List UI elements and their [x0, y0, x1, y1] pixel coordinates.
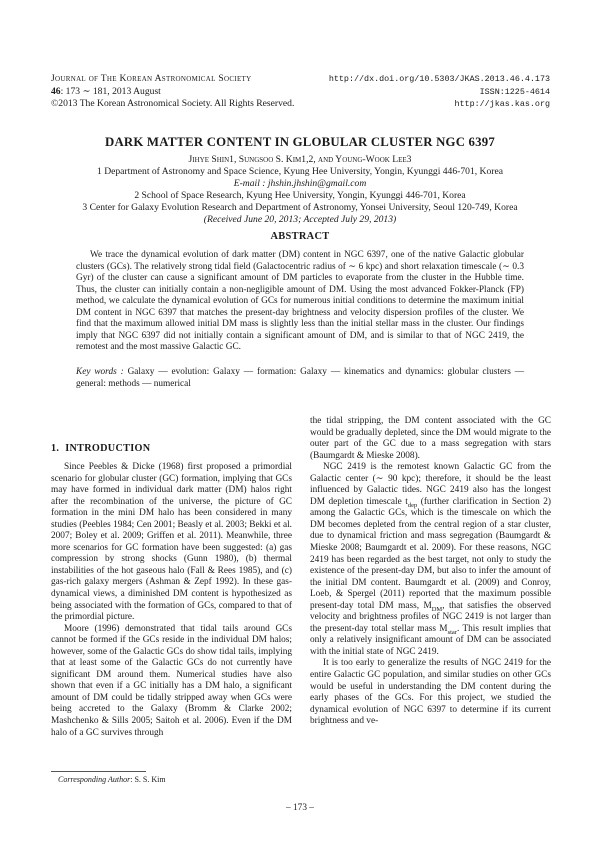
left-column: [51, 462, 292, 739]
email-label: E-mail :: [233, 178, 266, 190]
keywords-text: Galaxy — evolution: Galaxy — formation: Galaxy — kinematics and dynamics: globular clusters — general: methods — numerical: [76, 367, 524, 389]
m-star-subscript: star: [447, 628, 457, 636]
email-line: [40, 178, 560, 190]
intro-paragraph-4: NGC 2419 is the remotest known Galactic GC from the Galactic center (∼ 90 kpc); therefore, it should be the least influenced by Galactic tides. NGC 2419 also has the longest DM depletion timescale $t_{dep}$ (further clarification in Section 2) among the Galactic GCs, which is the timescale on which the DM becomes depleted from the central region of a star cluster, due to dynamical friction and mass segregation (Baumgardt & Mieske 2008; Baumgardt et al. 2009). For these reasons, NGC 2419 has been regarded as the best target, not only to study the existence of the present-day DM, but also to infer the amount of the initial DM content. Baumgardt et al. (2009) and Conroy, Loeb, & Spergel (2011) reported that the maximum possible present-day total DM mass, $M_{DM}$, that satisfies the observed velocity and brightness profiles of NGC 2419 is not larger than the present-day total stellar mass $M_{star}$. This result implies that only a relatively insignificant amount of DM can be associated with the initial state of NGC 2419.: [310, 462, 551, 657]
pages-date: : 173 ∼ 181, 2013 August: [60, 85, 161, 97]
doi-link[interactable]: http://dx.doi.org/10.5303/JKAS.2013.46.4.173: [328, 74, 550, 84]
section-heading: [51, 443, 150, 454]
intro-paragraph-3: the tidal stripping, the DM content associated with the GC would be gradually depleted, since the DM would migrate to the outer part of the GC due to a mass segregation with stars (Baumgardt & Mieske 2008).: [310, 416, 551, 461]
intro-paragraph-5: It is too early to generalize the results of NGC 2419 for the entire Galactic GC population, and similar studies on other GCs would be useful in understanding the DM content during the early phases of the GCs. For this project, we studied the dynamical evolution of NGC 6397 to determine if its current brightness and ve-: [310, 658, 551, 727]
affiliation-1: 1 Department of Astronomy and Space Science, Kyung Hee University, Yongin, Kyunggi 446-701, Korea: [97, 166, 503, 178]
volume-number: 46: [51, 85, 61, 97]
author-names: Jihye Shin1, Sungsoo S. Kim1,2, and Young-Wook Lee3: [188, 154, 412, 165]
issn: ISSN:1225-4614: [479, 86, 550, 97]
journal-url[interactable]: http://jkas.kas.org: [454, 99, 550, 109]
intro-paragraph-1: Since Peebles & Dicke (1968) first proposed a primordial scenario for globular cluster (GC) formation, implying that GCs may have formed in individual dark matter (DM) halos right after the recombination of the universe, the picture of GC formation in the mini DM halo has been considered in many studies (Peebles 1984; Cen 2001; Beasly et al. 2003; Bekki et al. 2007; Boley et al. 2009; Griffen et al. 2011). Meanwhile, three more scenarios for GC formation have been suggested: (a) gas compression by strong shocks (Gunn 1980), (b) thermal instabilities of the hot gaseous halo (Fall & Rees 1985), and (c) gas-rich galaxy mergers (Ashman & Zepf 1992). In these gas-dynamical views, a diminished DM content is hypothesized as being associated with the formation of GCs, compared to that of the primordial picture.: [51, 462, 292, 623]
footnote-label: Corresponding Author: [58, 775, 131, 784]
copyright: ©2013 The Korean Astronomical Society. All Rights Reserved.: [51, 98, 295, 109]
abstract-heading: ABSTRACT: [270, 231, 330, 242]
doi-block: [250, 73, 550, 111]
affiliation-2: 2 School of Space Research, Kyung Hee University, Yongin, Kyunggi 446-701, Korea: [134, 190, 466, 202]
received-dates: (Received June 20, 2013; Accepted July 29, 2013): [203, 214, 397, 226]
t-dep-subscript: dep: [407, 501, 418, 509]
footnote-text: : S. S. Kim: [130, 775, 166, 784]
affiliation-3: 3 Center for Galaxy Evolution Research and Department of Astronomy, Yonsei University, Seoul 120-749, Korea: [82, 202, 518, 214]
section-number: 1.: [51, 443, 60, 454]
right-column: [310, 416, 551, 728]
journal-name: Journal of The Korean Astronomical Society: [51, 73, 252, 84]
footnote-rule: [51, 771, 146, 772]
authors-block: [40, 154, 560, 227]
page-number: – 173 –: [286, 803, 314, 813]
abstract-text: We trace the dynamical evolution of dark matter (DM) content in NGC 6397, one of the native Galactic globular clusters (GCs). The relatively strong tidal field (Galactocentric radius of ∼ 6 kpc) and short relaxation timescale (∼ 0.3 Gyr) of the cluster can cause a significant amount of DM particles to evaporate from the cluster in the Hubble time. Thus, the cluster can initially contain a non-negligible amount of DM. Using the most advanced Fokker-Planck (FP) method, we calculate the dynamical evolution of GCs for numerous initial conditions to determine the maximum initial DM content in NGC 6397 that matches the present-day brightness and velocity dispersion profiles of the cluster. We find that the maximum allowed initial DM mass is slightly less than the initial stellar mass in the cluster. Our findings imply that NGC 6397 did not initially contain a significant amount of DM, and is similar to that of NGC 2419, the remotest and the most massive Galactic GC.: [76, 250, 524, 353]
keywords-label: Key words :: [76, 367, 124, 377]
m-dm-subscript: DM: [431, 605, 443, 613]
intro-paragraph-2: Moore (1996) demonstrated that tidal tails around GCs cannot be formed if the GCs reside in the individual DM halos; however, some of the Galactic GCs do show tidal tails, implying that at least some of the Galactic GCs do not currently have significant DM around them. Numerical studies have also shown that even if a GC initially has a DM halo, a significant amount of DM could be tidally stripped away when GCs were being accreted to the Galaxy (Bromm & Clarke 2002; Mashchenko & Sills 2005; Saitoh et al. 2006). Even if the DM halo of a GC survives through: [51, 623, 292, 738]
paper-title: DARK MATTER CONTENT IN GLOBULAR CLUSTER NGC 6397: [105, 135, 495, 149]
email-address[interactable]: jhshin.jhshin@gmail.com: [267, 178, 367, 190]
footnote: [58, 775, 166, 784]
keywords: [76, 367, 524, 390]
section-title: INTRODUCTION: [65, 443, 151, 454]
